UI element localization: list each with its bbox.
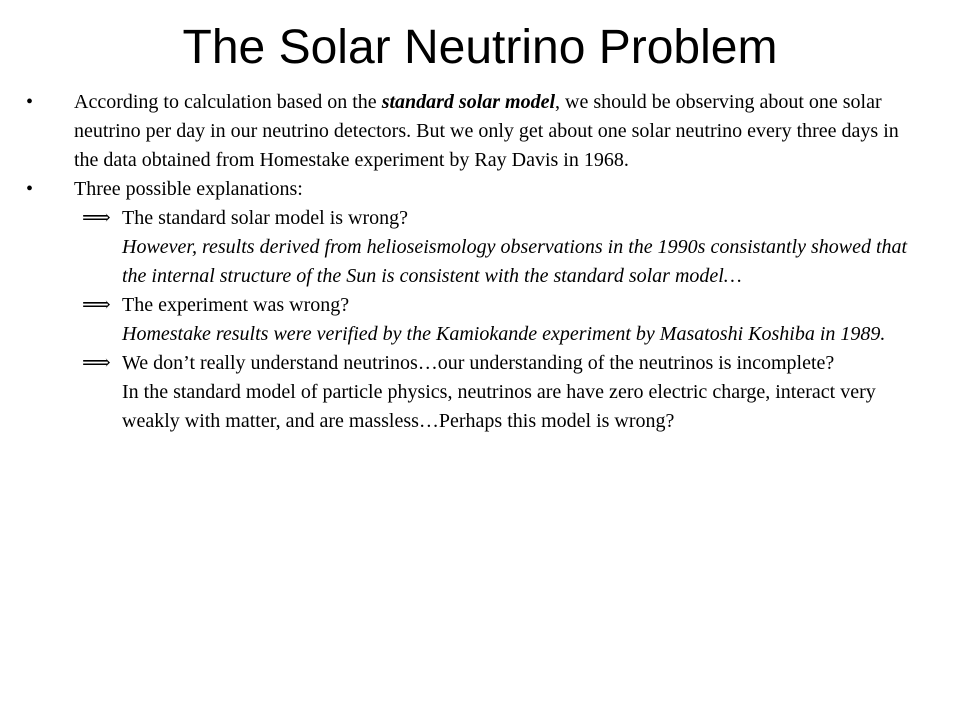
explanation-item	[26, 349, 926, 436]
explanation-item	[26, 291, 926, 349]
implies-arrow-icon: ⟹	[82, 352, 111, 374]
explanation-note: In the standard model of particle physics, neutrinos are have zero electric charge, interact very weakly with matter, and are massless…Perhaps this model is wrong?	[122, 381, 876, 432]
bullet-text-after: , we should be observing about one solar neutrino per day in our neutrino detectors. But we only get about one solar neutrino every three days in the data obtained from Homestake experiment by Ray Davis in 1968.	[74, 91, 899, 171]
bullet-explanations	[26, 175, 926, 204]
explanation-note: Homestake results were verified by the Kamiokande experiment by Masatoshi Koshiba in 1989.	[122, 323, 886, 345]
slide-body	[26, 88, 926, 436]
bullet-icon: •	[26, 91, 34, 113]
bullet-text-emphasis: standard solar model	[381, 91, 556, 113]
explanation-question: The experiment was wrong?	[122, 294, 350, 316]
implies-arrow-icon: ⟹	[82, 207, 111, 229]
explanation-note: However, results derived from helioseismology observations in the 1990s consistantly showed that the internal structure of the Sun is consistent with the standard solar model…	[122, 236, 908, 287]
explanation-item	[26, 204, 926, 291]
implies-arrow-icon: ⟹	[82, 294, 111, 316]
bullet-text: Three possible explanations:	[74, 178, 303, 200]
bullet-calculation	[26, 88, 926, 175]
bullet-icon: •	[26, 178, 34, 200]
explanation-question: We don’t really understand neutrinos…our understanding of the neutrinos is incomplete?	[122, 352, 835, 374]
slide-title: The Solar Neutrino Problem	[182, 21, 778, 74]
bullet-text-before: According to calculation based on the	[74, 91, 382, 113]
explanation-question: The standard solar model is wrong?	[122, 207, 409, 229]
